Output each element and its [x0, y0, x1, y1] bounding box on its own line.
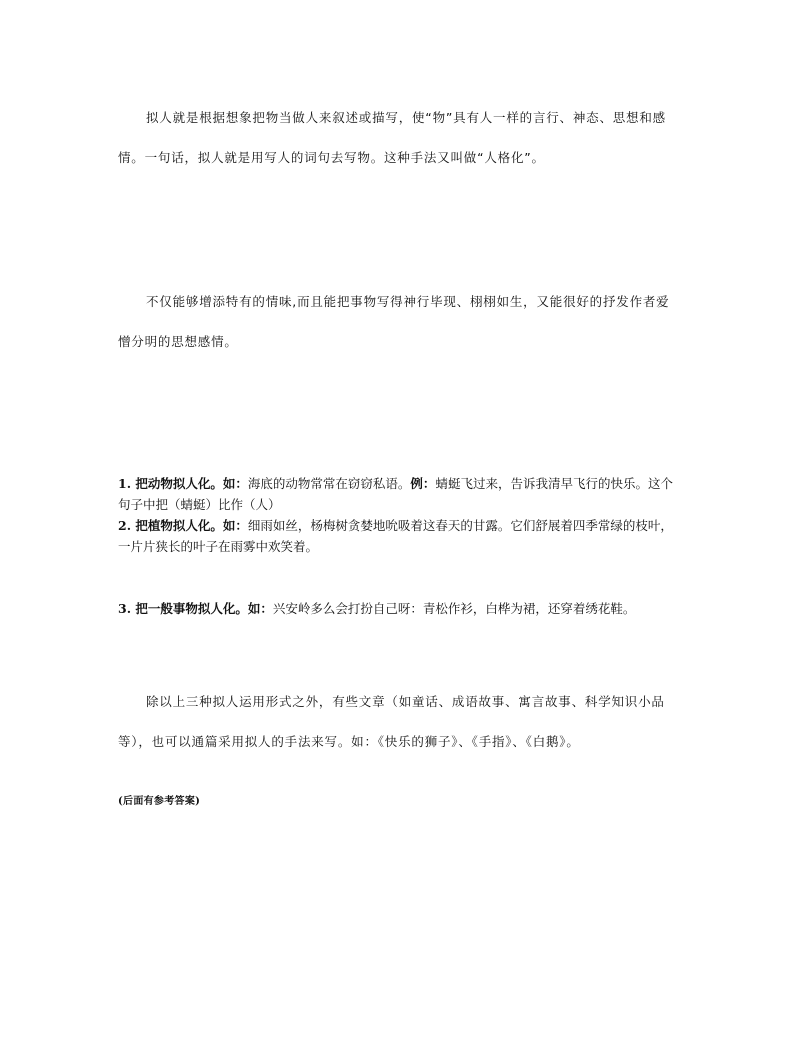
list-item-text: 兴安岭多么会打扮自己呀：青松作衫，白桦为裙，还穿着绣花鞋。 — [272, 601, 636, 616]
list-item-heading: 3. 把一般事物拟人化。如： — [118, 601, 273, 616]
answer-note: (后面有参考答案) — [118, 796, 201, 807]
list-item-heading: 2. 把植物拟人化。如： — [118, 518, 248, 533]
list-item-plant — [118, 515, 678, 557]
list-item-heading: 1. 把动物拟人化。如： — [118, 476, 248, 491]
example-label: 例： — [410, 476, 436, 491]
list-item-object — [118, 598, 678, 619]
paragraph-other-forms: 除以上三种拟人运用形式之外，有些文章（如童话、成语故事、寓言故事、科学知识小品等），也可以通篇采用拟人的手法来写。如：《快乐的狮子》、《手指》、《白鹅》。 — [118, 694, 665, 749]
paragraph-effect: 不仅能够增添特有的情味,而且能把事物写得神行毕现、栩栩如生，又能很好的抒发作者爱憎分明的思想感情。 — [118, 294, 670, 349]
list-item-text: 细雨如丝，杨梅树贪婪地吮吸着这春天的甘露。它们舒展着四季常绿的枝叶，一片片狭长的叶子在雨雾中欢笑着。 — [118, 518, 673, 554]
list-item-text: 蜻蜓飞过来，告诉我清早飞行的快乐。这个句子中把（蜻蜓）比作（人） — [118, 476, 673, 512]
list-item-animal — [118, 473, 678, 515]
list-item-text: 海底的动物常常在窃窃私语。 — [247, 476, 411, 491]
paragraph-definition: 拟人就是根据想象把物当做人来叙述或描写，使“物”具有人一样的言行、神态、思想和感情。一句话，拟人就是用写人的词句去写物。这种手法又叫做“人格化”。 — [118, 110, 666, 165]
